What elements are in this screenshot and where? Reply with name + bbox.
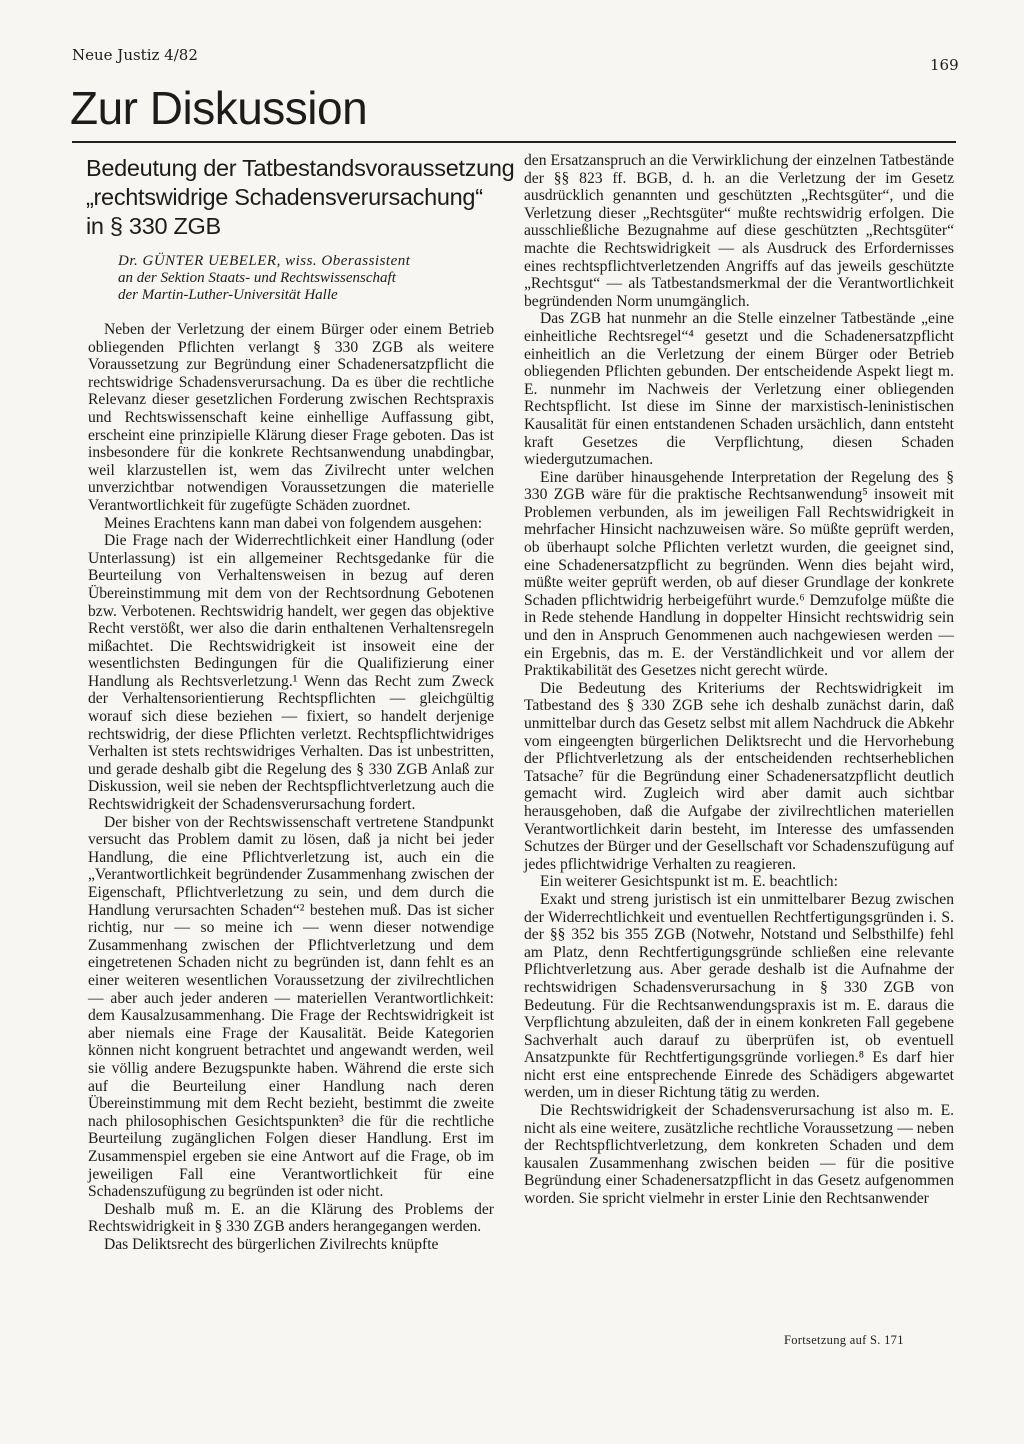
article-title-line: „rechtswidrige Schadensverursachung“ <box>86 184 483 210</box>
author-byline <box>118 253 498 304</box>
left-column <box>88 321 494 1253</box>
author-affiliation: an der Sektion Staats- und Rechtswissenschaft <box>118 270 396 286</box>
paragraph: Meines Erachtens kann man dabei von folgendem ausgehen: <box>104 514 483 532</box>
article-title-line: Bedeutung der Tatbestandsvoraussetzung <box>86 155 515 181</box>
paragraph: den Ersatzanspruch an die Verwirklichung der einzelnen Tatbestände der §§ 823 ff. BGB, d. h. an die Verletzung der im Gesetz ausdrücklich genannten und geschützten „Rechtsgüter“, und die Verletzung dieser „Rechtsgüter“ mußte rechtswidrig erfolgen. Die ausschließliche Bezugnahme auf diese geschützten „Rechtsgüter“ machte die Rechtswidrigkeit — als Ausdruck des Erfordernisses eines rechtspflichtverletzenden Angriffs auf das jeweils geschützte „Rechtsgut“ — als Tatbestandsmerkmal der die Verantwortlichkeit begründenden Norm unumgänglich. <box>524 152 954 310</box>
page-number: 169 <box>930 56 959 74</box>
continuation-note: Fortsetzung auf S. 171 <box>784 1333 904 1347</box>
article-title-line: in § 330 ZGB <box>86 213 221 239</box>
paragraph: Die Rechtswidrigkeit der Schadensverursachung ist also m. E. nicht als eine weitere, zusätzliche rechtliche Voraussetzung — neben der Rechtspflichtverletzung, dem konkreten Schaden und dem kausalen Zusammenhang zwischen beiden — für die positive Begründung einer Schadenersatzpflicht in das Gesetz aufgenommen worden. Sie spricht vielmehr in erster Linie den Rechtsanwender <box>524 1102 954 1208</box>
author-university: der Martin-Luther-Universität Halle <box>118 287 338 303</box>
paragraph: Das ZGB hat nunmehr an die Stelle einzelner Tatbestände „eine einheitliche Rechtsregel“⁴ gesetzt und die Schadenersatzpflicht einheitlich an die Verletzung der einem Bürger oder Betrieb obliegenden Pflichten gebunden. Der entscheidende Aspekt liegt m. E. nunmehr im Nachweis der Verletzung einer obliegenden Rechtspflicht. Ist diese im Sinne der marxistisch-leninistischen Kausalität für einen entstandenen Schaden ursächlich, dann entsteht kraft Gesetzes die Verpflichtung, diesen Schaden wiedergutzumachen. <box>524 310 954 469</box>
journal-header: Neue Justiz 4/82 <box>72 46 198 64</box>
paragraph: Die Frage nach der Widerrechtlichkeit einer Handlung (oder Unterlassung) ist ein allgemeiner Rechtsgedanke für die Beurteilung von Verhaltensweisen in bezug auf deren Übereinstimmung mit dem von der Rechtsordnung Gebotenen bzw. Verbotenen. Rechtswidrig handelt, wer gegen das objektive Recht verstößt, wer also die darin enthaltenen Verhaltensregeln mißachtet. Die Rechtswidrigkeit ist insoweit eine der wesentlichsten Bedingungen für die Qualifizierung einer Handlung als Rechtsverletzung.¹ Wenn das Recht zum Zweck der Verhaltensorientierung Rechtspflichten — gleichgültig worauf sich diese beziehen — fixiert, so handelt derjenige rechtswidrig, der diese Pflichten verletzt. Rechtspflichtwidriges Verhalten ist stets rechtswidriges Verhalten. Das ist unbestritten, und gerade deshalb gibt die Regelung des § 330 ZGB Anlaß zur Diskussion, weil sie neben der Rechtspflichtverletzung auch die Rechtswidrigkeit der Schadensverursachung fordert. <box>88 532 494 814</box>
author-name: Dr. GÜNTER UEBELER, wiss. Oberassistent <box>118 253 411 269</box>
paragraph: Deshalb muß m. E. an die Klärung des Problems der Rechtswidrigkeit in § 330 ZGB anders herangegangen werden. <box>88 1200 494 1236</box>
paragraph: Eine darüber hinausgehende Interpretation der Regelung des § 330 ZGB wäre für die praktische Rechtsanwendung⁵ insoweit mit Problemen verbunden, als im jeweiligen Fall Rechtswidrigkeit in mehrfacher Hinsicht nachzuweisen wäre. So müßte geprüft werden, ob überhaupt solche Pflichten verletzt wurden, die geeignet sind, eine Schadenersatzpflicht zu begründen. Wenn dies bejaht wird, müßte weiter geprüft werden, ob auf dieser Grundlage der konkrete Schaden pflichtwidrig herbeigeführt wurde.⁶ Demzufolge müßte die in Rede stehende Handlung in doppelter Hinsicht rechtswidrig sein und den in Anspruch Genommenen auch nachgewiesen werden — ein Ergebnis, das m. E. der Verständlichkeit und vor allem der Praktikabilität des Gesetzes nicht gerecht würde. <box>524 468 954 680</box>
article-title <box>86 154 515 241</box>
paragraph: Ein weiterer Gesichtspunkt ist m. E. beachtlich: <box>540 873 838 891</box>
paragraph: Das Deliktsrecht des bürgerlichen Zivilrechts knüpfte <box>104 1235 439 1253</box>
paragraph: Der bisher von der Rechtswissenschaft vertretene Standpunkt versucht das Problem damit zu lösen, daß ja nicht bei jeder Handlung, die eine Pflichtverletzung ist, auch ein die „Verantwortlichkeit begründender Zusammenhang zwischen der Eigenschaft, Pflichtverletzung zu sein, und dem durch die Handlung verursachten Schaden“² bestehen muß. Das ist sicher richtig, nur — so meine ich — wenn dieser notwendige Zusammenhang zwischen der Pflichtverletzung und dem eingetretenen Schaden nicht zu begründen ist, dann fehlt es an einer weiteren wesentlichen Voraussetzung der zivilrechtlichen — aber auch jeder anderen — materiellen Verantwortlichkeit: dem Kausalzusammenhang. Die Frage der Rechtswidrigkeit ist aber niemals eine Frage der Kausalität. Beide Kategorien können nicht kongruent betrachtet und angewandt werden, weil sie völlig andere Bezugspunkte haben. Während die erste sich auf die Beurteilung einer Handlung nach deren Übereinstimmung mit dem Recht bezieht, bestimmt die zweite nach philosophischen Gesichtspunkten³ die für die rechtliche Beurteilung zugänglichen Folgen dieser Handlung. Erst im Zusammenspiel ergeben sie eine Antwort auf die Frage, ob im jeweiligen Fall eine Verantwortlichkeit für eine Schadenszufügung zu begründen ist oder nicht. <box>88 813 494 1201</box>
paragraph: Neben der Verletzung der einem Bürger oder einem Betrieb obliegenden Pflichten verlangt § 330 ZGB als weitere Voraussetzung zur Begründung einer Schadenersatzpflicht die rechtswidrige Schadensverursachung. Da es über die rechtliche Relevanz dieser gesetzlichen Forderung zwischen Rechtspraxis und Rechtswissenschaft keine einhellige Auffassung gibt, erscheint eine prinzipielle Klärung dieser Frage geboten. Das ist insbesondere für die konkrete Rechtsanwendung unabdingbar, weil klarzustellen ist, wem das Zivilrecht unter welchen unverzichtbar notwendigen Voraussetzungen die materielle Verantwortlichkeit für zugefügte Schäden zuordnet. <box>88 321 494 514</box>
paragraph: Exakt und streng juristisch ist ein unmittelbarer Bezug zwischen der Widerrechtlichkeit und eventuellen Rechtfertigungsgründen i. S. der §§ 352 bis 355 ZGB (Notwehr, Notstand und Selbsthilfe) fehl am Platz, denn Rechtfertigungsgründe schließen eine relevante Pflichtverletzung aus. Aber gerade deshalb ist die Aufnahme der rechtswidrigen Schadensverursachung in § 330 ZGB von Bedeutung. Für die Rechtsanwendungspraxis ist m. E. daraus die Verpflichtung abzuleiten, daß der in einem konkreten Fall gegebene Sachverhalt auch darauf zu überprüfen ist, ob eventuell Ansatzpunkte für Rechtfertigungsgründe vorliegen.⁸ Es darf hier nicht erst eine entsprechende Einrede des Schädigers abgewartet werden, um in dieser Richtung tätig zu werden. <box>524 890 954 1102</box>
paragraph: Die Bedeutung des Kriteriums der Rechtswidrigkeit im Tatbestand des § 330 ZGB sehe ich deshalb zunächst darin, daß unmittelbar durch das Gesetz selbst mit allem Nachdruck die Abkehr vom eingeengten bürgerlichen Deliktsrecht und die Hervorhebung der Pflichtverletzung als der entscheidenden rechtserheblichen Tatsache⁷ für die Begründung einer Schadenersatzpflicht deutlich gemacht wird. Zugleich wird aber damit auch sichtbar herausgehoben, daß die Aufgabe der zivilrechtlichen materiellen Verantwortlichkeit darin besteht, im Interesse des umfassenden Schutzes der Bürger und der Gesellschaft vor Schadenszufügung auf jedes pflichtwidrige Verhalten zu reagieren. <box>524 679 955 873</box>
section-title: Zur Diskussion <box>70 82 368 134</box>
section-divider <box>72 141 956 143</box>
right-column <box>524 152 954 1208</box>
